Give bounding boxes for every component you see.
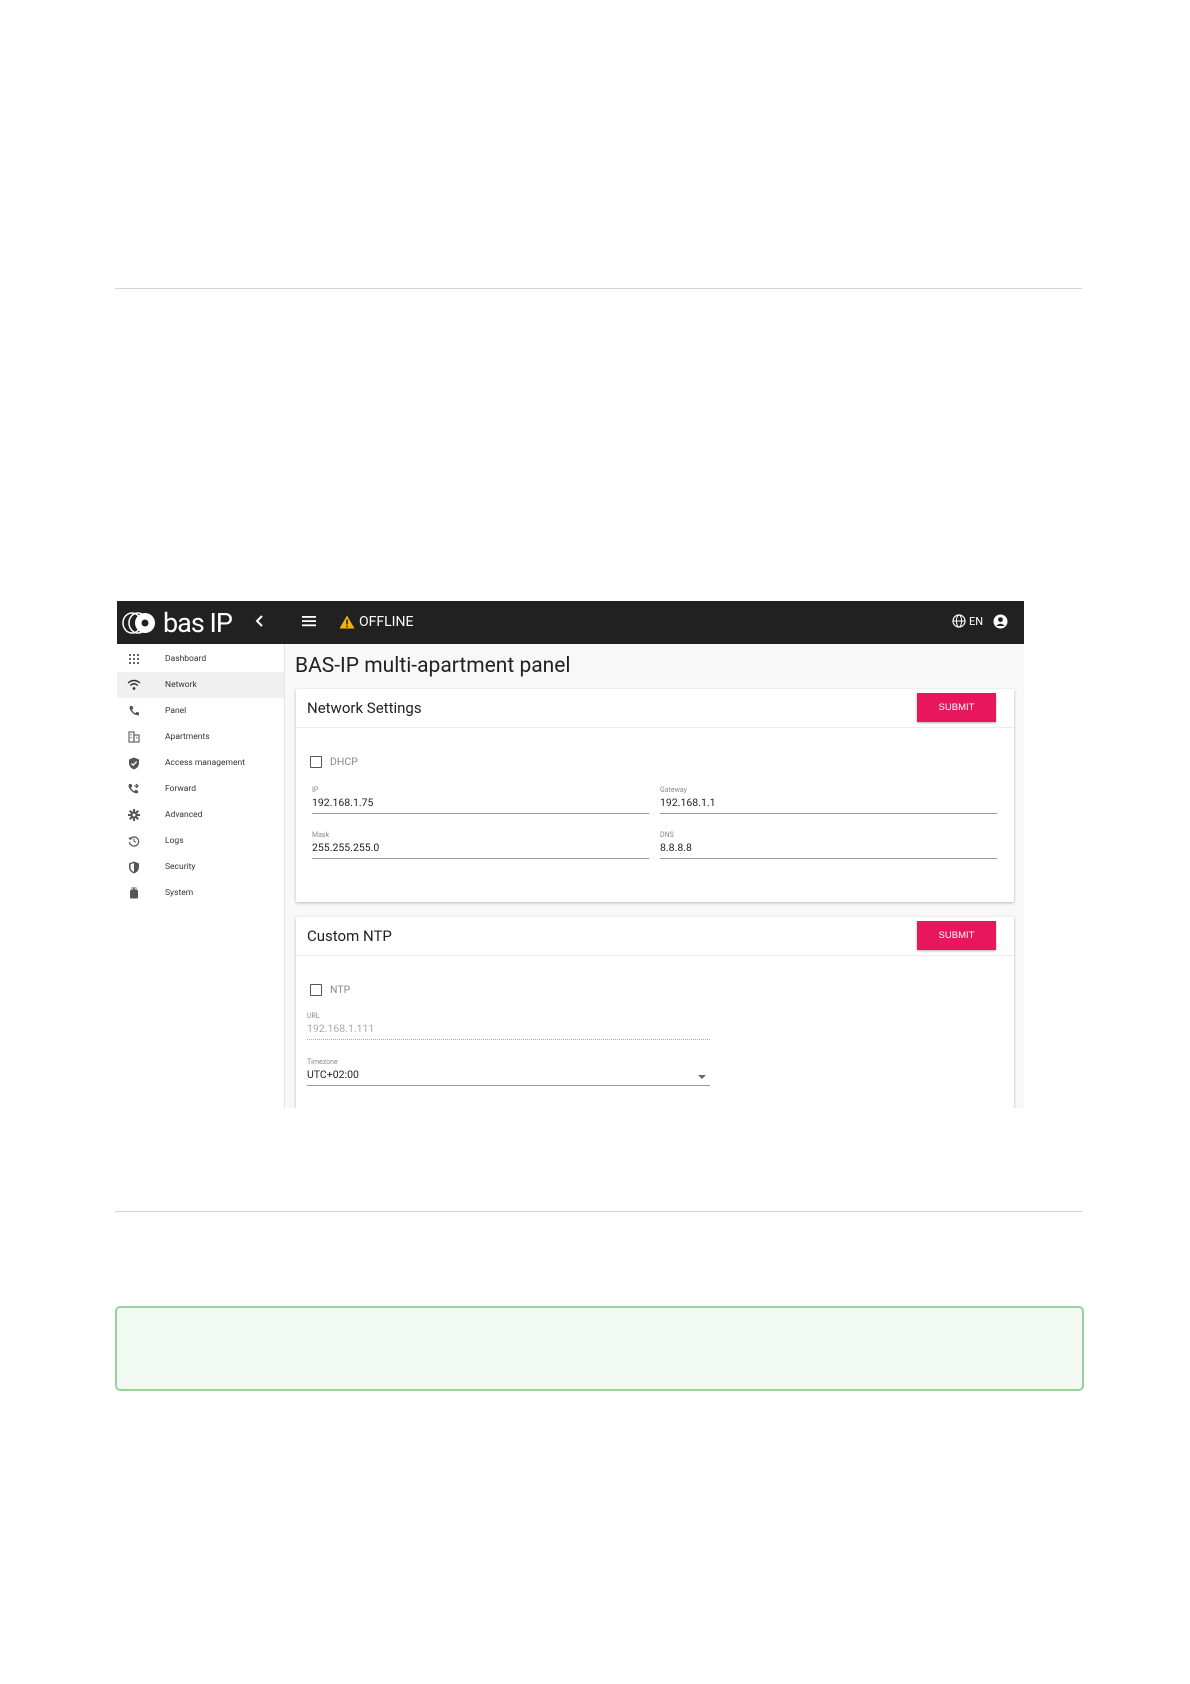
phone-icon (127, 704, 141, 718)
chevron-left-icon (253, 612, 267, 630)
sidebar-item-label: Access management (165, 758, 245, 768)
history-icon (127, 834, 141, 848)
grid-icon (127, 652, 141, 666)
sidebar-item-panel[interactable] (117, 698, 284, 724)
bas-ip-logo (121, 609, 232, 637)
url-field-label: URL (307, 1012, 320, 1020)
network-settings-card (296, 689, 1014, 902)
gateway-field-label: Gateway (660, 786, 687, 794)
mask-field-value: 255.255.255.0 (312, 841, 649, 859)
card-header-divider (296, 727, 1014, 728)
card-header-divider (296, 955, 1014, 956)
ntp-submit-button[interactable]: SUBMIT (917, 921, 996, 950)
ntp-checkbox[interactable] (310, 983, 350, 996)
custom-ntp-title: Custom NTP (307, 927, 392, 945)
system-icon (127, 886, 141, 900)
checkbox-unchecked-icon (310, 984, 322, 996)
logo-mark-icon (121, 611, 159, 635)
top-app-bar (117, 601, 1024, 644)
sidebar-item-label: System (165, 888, 194, 898)
checkbox-unchecked-icon (310, 756, 322, 768)
dhcp-checkbox[interactable] (310, 755, 358, 768)
sidebar-item-label: Security (165, 862, 196, 872)
sidebar-item-system[interactable] (117, 880, 284, 906)
language-label: EN (969, 614, 984, 628)
timezone-field-value: UTC+02:00 (307, 1068, 710, 1086)
top-divider (115, 288, 1082, 289)
page-title: BAS-IP multi-apartment panel (295, 654, 571, 678)
offline-status (339, 614, 413, 630)
sidebar-item-apartments[interactable] (117, 724, 284, 750)
hamburger-menu-icon (301, 613, 317, 629)
sidebar-item-label: Apartments (165, 732, 210, 742)
language-selector[interactable] (952, 614, 983, 628)
dns-field[interactable] (660, 831, 997, 859)
dns-field-value: 8.8.8.8 (660, 841, 997, 859)
sidebar-item-label: Advanced (165, 810, 203, 820)
url-field (307, 1012, 710, 1040)
dhcp-label: DHCP (330, 755, 358, 768)
web-ui-screenshot (117, 601, 1024, 1108)
ip-field-label: IP (312, 786, 319, 794)
url-field-value: 192.168.1.111 (307, 1022, 710, 1040)
sidebar-item-security[interactable] (117, 854, 284, 880)
menu-button[interactable] (301, 613, 317, 633)
ip-field[interactable] (312, 786, 649, 814)
sidebar-item-label: Panel (165, 706, 187, 716)
phone-forward-icon (127, 782, 141, 796)
sidebar-item-dashboard[interactable] (117, 646, 284, 672)
offline-label: OFFLINE (359, 614, 414, 630)
note-box (115, 1306, 1084, 1391)
network-settings-title: Network Settings (307, 699, 422, 717)
mask-field[interactable] (312, 831, 649, 859)
mask-field-label: Mask (312, 831, 330, 839)
building-icon (127, 730, 141, 744)
sidebar-item-access-management[interactable] (117, 750, 284, 776)
gear-icon (127, 808, 141, 822)
account-circle-icon (993, 614, 1008, 629)
wifi-icon (127, 678, 141, 692)
sidebar-item-label: Dashboard (165, 654, 207, 664)
logo-text: bas IP (163, 607, 232, 639)
sidebar-item-label: Forward (165, 784, 197, 794)
account-button[interactable] (993, 614, 1008, 633)
sidebar-item-label: Network (165, 680, 197, 690)
sidebar-item-logs[interactable] (117, 828, 284, 854)
sidebar-item-forward[interactable] (117, 776, 284, 802)
collapse-sidebar-button[interactable] (253, 611, 267, 635)
sidebar (117, 644, 285, 1108)
dns-field-label: DNS (660, 831, 674, 839)
security-shield-icon (127, 860, 141, 874)
dropdown-arrow-icon (698, 1075, 706, 1079)
network-submit-button[interactable]: SUBMIT (917, 693, 996, 722)
sidebar-item-network[interactable] (117, 672, 284, 698)
ntp-label: NTP (330, 983, 351, 996)
bottom-divider (115, 1211, 1082, 1212)
timezone-field-label: Timezone (307, 1058, 338, 1066)
ip-field-value: 192.168.1.75 (312, 796, 649, 814)
shield-check-icon (127, 756, 141, 770)
sidebar-item-label: Logs (165, 836, 184, 846)
timezone-select[interactable] (307, 1058, 710, 1086)
globe-icon (952, 614, 966, 628)
gateway-field-value: 192.168.1.1 (660, 796, 997, 814)
warning-icon (339, 615, 355, 629)
gateway-field[interactable] (660, 786, 997, 814)
custom-ntp-card (296, 917, 1014, 1108)
sidebar-item-advanced[interactable] (117, 802, 284, 828)
